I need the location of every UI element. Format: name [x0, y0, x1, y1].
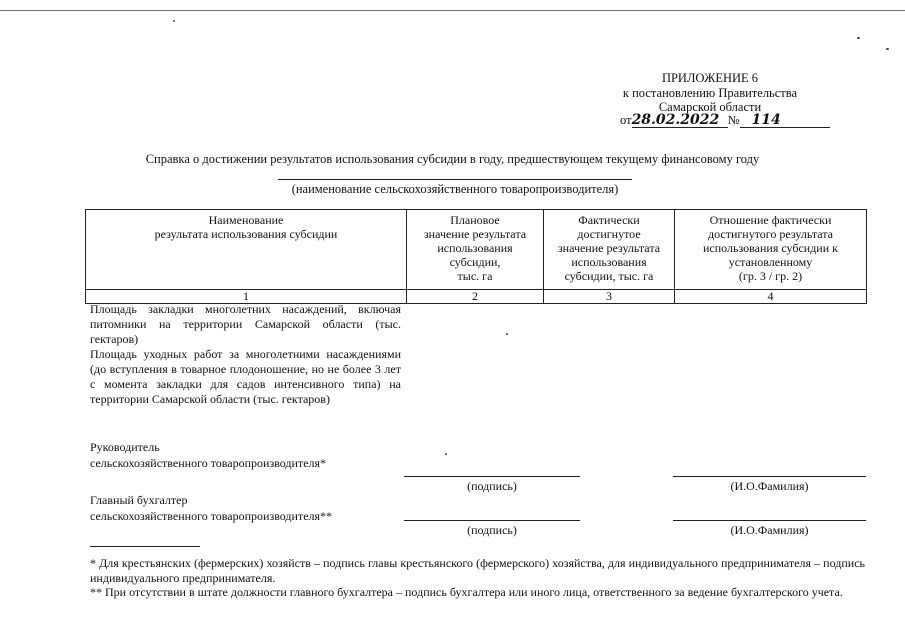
appendix-line2: Самарской области	[658, 100, 762, 114]
name-line	[673, 520, 866, 521]
producer-caption: (наименование сельскохозяйственного товаропроизводителя)	[291, 182, 619, 196]
signature-caption: (подпись)	[467, 523, 517, 537]
results-table	[85, 209, 867, 304]
footnote-2: ** При отсутствии в штате должности главного бухгалтера – подпись бухгалтера или иного лица, ответственного за ведение бухгалтерского учета.	[90, 585, 843, 599]
scan-speck	[857, 37, 860, 39]
producer-name-line	[278, 179, 632, 180]
signature-role-line2: сельскохозяйственного товаропроизводителя**	[90, 509, 333, 523]
header-ratio: Отношение фактически достигнутого результата использования субсидии к установленному (гр. 3 / гр. 2)	[675, 210, 867, 290]
appendix-title: ПРИЛОЖЕНИЕ 6	[661, 71, 759, 85]
signature-role-line1: Руководитель	[90, 440, 160, 454]
number-prefix: №	[727, 113, 740, 127]
result-row-care-area: Площадь уходных работ за многолетними насаждениями (до вступления в товарное плодоношение, но не более 3 лет с момента закладки для садов интенсивного типа) на территории Самарской области (тыс. гектаров)	[90, 347, 401, 406]
name-caption: (И.О.Фамилия)	[730, 523, 809, 537]
appendix-block	[560, 71, 860, 115]
header-planned-value: Плановое значение результата использования субсидии, тыс. га	[407, 210, 544, 290]
date-prefix: от	[620, 113, 632, 127]
column-number: 4	[675, 290, 867, 304]
signature-role-line2: сельскохозяйственного товаропроизводителя*	[90, 456, 327, 470]
result-row-planting-area: Площадь закладки многолетних насаждений, включая питомники на территории Самарской области (тыс. гектаров)	[90, 302, 401, 346]
table-header-row	[86, 210, 867, 290]
scan-speck	[886, 48, 889, 50]
scan-speck	[445, 453, 447, 455]
handwritten-number: 114	[740, 113, 830, 128]
signature-block-head	[90, 439, 390, 471]
header-result-name: Наименование результата использования субсидии	[86, 210, 407, 290]
signature-caption: (подпись)	[467, 479, 517, 493]
column-number: 3	[544, 290, 675, 304]
scan-top-edge	[0, 10, 905, 11]
footnote-separator	[90, 546, 200, 547]
signature-line	[404, 520, 580, 521]
appendix-date-line	[620, 113, 820, 128]
name-caption: (И.О.Фамилия)	[730, 479, 809, 493]
appendix-line1: к постановлению Правительства	[622, 85, 798, 100]
scan-speck	[173, 20, 175, 22]
scan-speck	[506, 333, 508, 335]
column-number: 2	[407, 290, 544, 304]
signature-role-line1: Главный бухгалтер	[90, 493, 188, 507]
document-title: Справка о достижении результатов использования субсидии в году, предшествующем текущему финансовому году	[145, 152, 760, 166]
header-actual-value: Фактически достигнутое значение результата использования субсидии, тыс. га	[544, 210, 675, 290]
handwritten-date: 28.02.2022	[632, 113, 728, 128]
footnote-1: * Для крестьянских (фермерских) хозяйств – подпись главы крестьянского (фермерского) хозяйства, для индивидуального предпринимателя – подпись индивидуального предпринимателя.	[90, 556, 865, 585]
column-number: 1	[86, 290, 407, 304]
name-line	[673, 476, 866, 477]
signature-block-accountant	[90, 492, 390, 524]
signature-line	[404, 476, 580, 477]
